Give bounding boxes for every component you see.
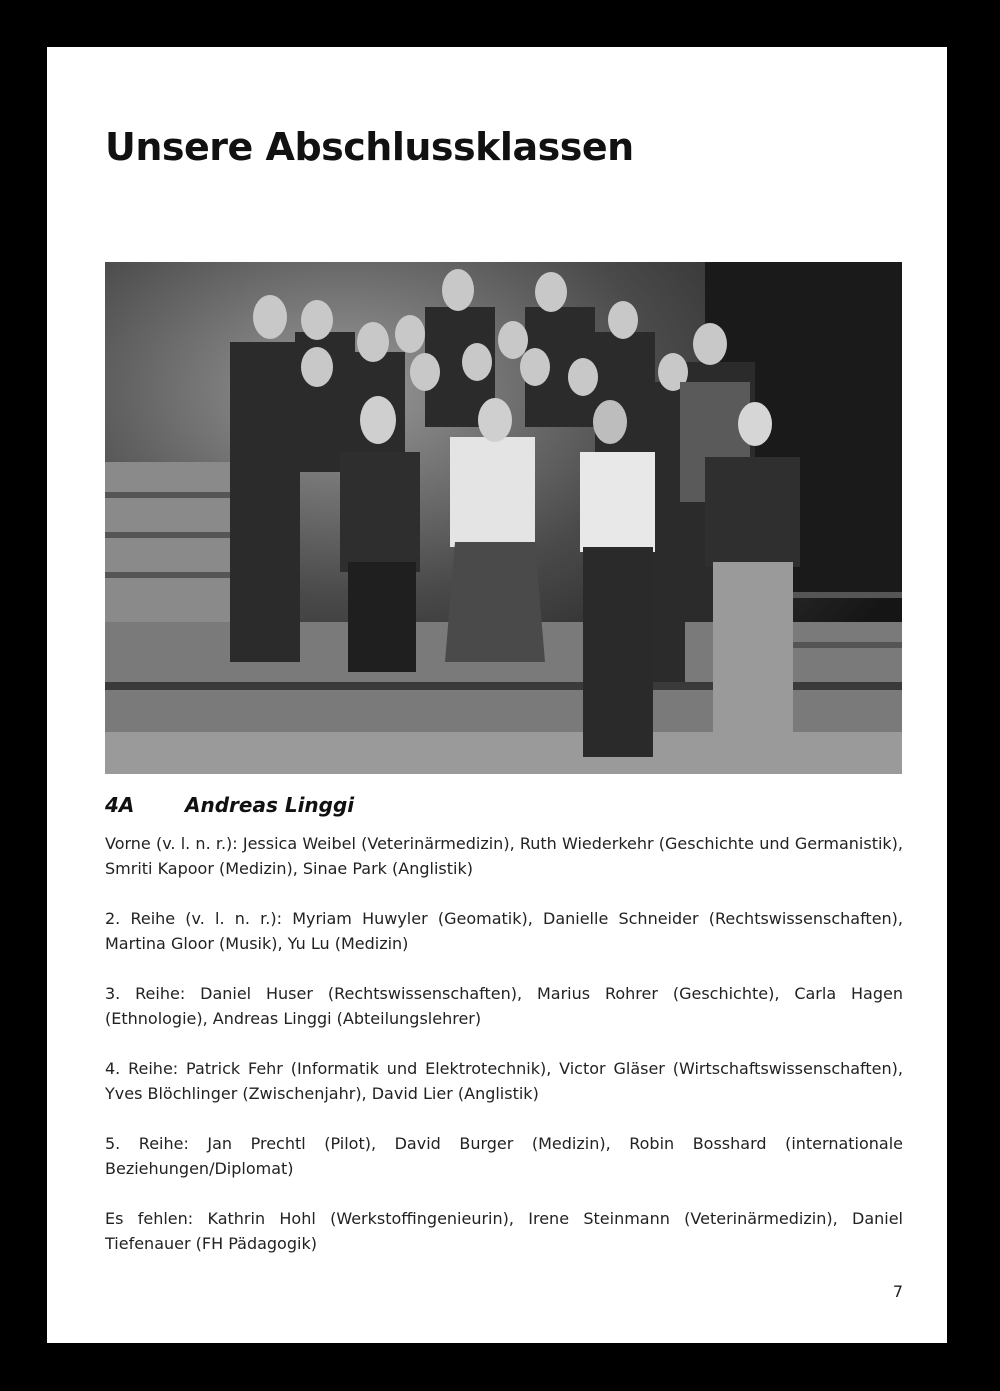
- class-teacher: Andreas Linggi: [185, 793, 355, 817]
- caption-text: [105, 831, 903, 1281]
- caption-missing: Es fehlen: Kathrin Hohl (Werkstoffingenieurin), Irene Steinmann (Veterinärmedizin), Daniel Tiefenauer (FH Pädagogik): [105, 1209, 903, 1253]
- caption-row-3: 3. Reihe: Daniel Huser (Rechtswissenschaften), Marius Rohrer (Geschichte), Carla Hagen (Ethnologie), Andreas Linggi (Abteilungslehrer): [105, 984, 903, 1028]
- class-code: 4A: [105, 793, 135, 817]
- document-page: [47, 47, 947, 1343]
- caption-row-5: 5. Reihe: Jan Prechtl (Pilot), David Burger (Medizin), Robin Bosshard (internationale Beziehungen/Diplomat): [105, 1134, 903, 1178]
- class-photo: [105, 262, 902, 774]
- caption-row-4: 4. Reihe: Patrick Fehr (Informatik und Elektrotechnik), Victor Gläser (Wirtschaftswissenschaften), Yves Blöchlinger (Zwischenjahr), David Lier (Anglistik): [105, 1059, 903, 1103]
- caption-row-2: 2. Reihe (v. l. n. r.): Myriam Huwyler (Geomatik), Danielle Schneider (Rechtswissenschaften), Martina Gloor (Musik), Yu Lu (Medizin): [105, 909, 903, 953]
- caption-row-front: Vorne (v. l. n. r.): Jessica Weibel (Veterinärmedizin), Ruth Wiederkehr (Geschichte und Germanistik), Smriti Kapoor (Medizin), Sinae Park (Anglistik): [105, 834, 903, 878]
- page-number: 7: [892, 1282, 903, 1301]
- class-heading: [105, 793, 354, 817]
- group-photo-icon: [105, 262, 902, 774]
- page-title: Unsere Abschlussklassen: [105, 125, 634, 169]
